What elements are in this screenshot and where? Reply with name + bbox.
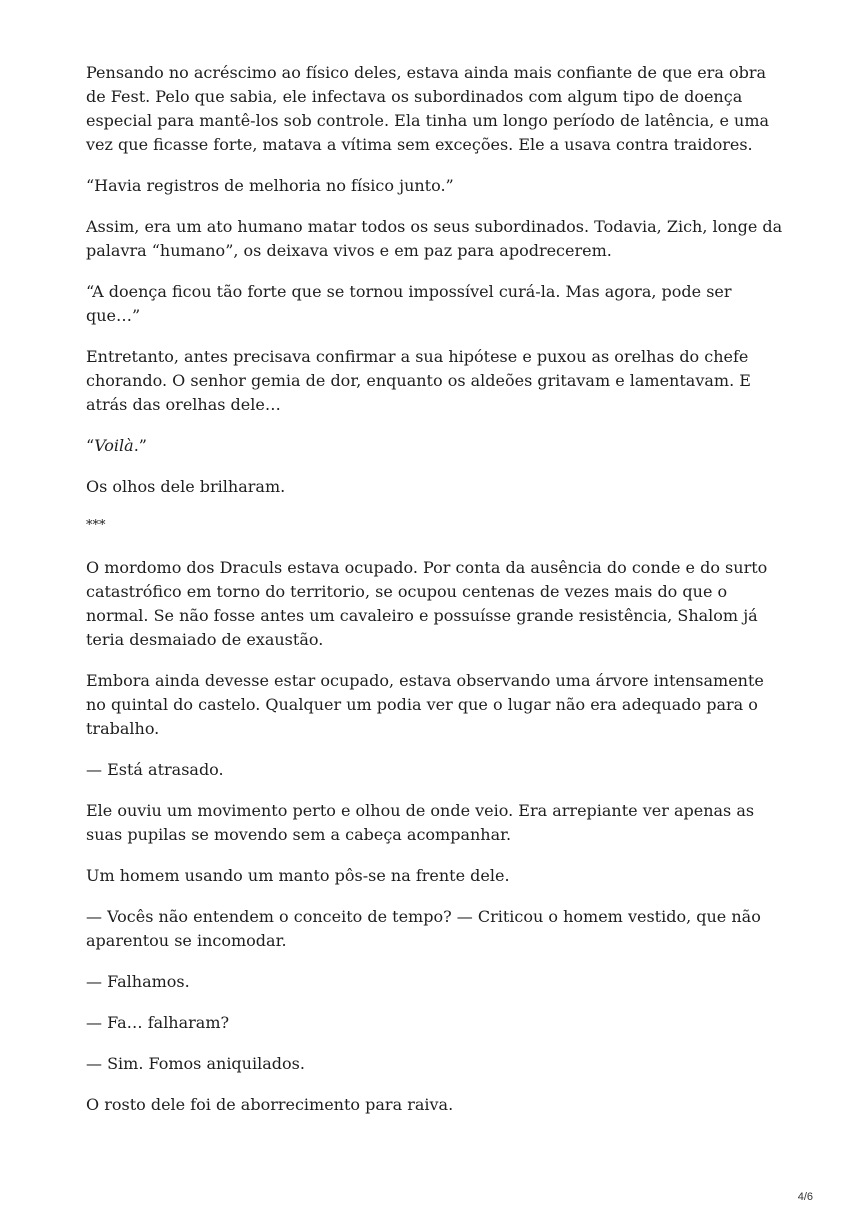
paragraph: Entretanto, antes precisava confirmar a sua hipótese e puxou as orelhas do chefe chorando. O senhor gemia de dor, enquanto os aldeões gritavam e lamentavam. E atrás das orelhas dele… (86, 347, 751, 414)
paragraph: O mordomo dos Draculs estava ocupado. Por conta da ausência do conde e do surto catastrófico em torno do territorio, se ocupou centenas de vezes mais do que o normal. Se não fosse antes um cavaleiro e possuísse grande resistência, Shalom já teria desmaiado de exaustão. (86, 558, 768, 649)
paragraph: Um homem usando um manto pôs-se na frente dele. (86, 866, 510, 885)
paragraph: — Falhamos. (86, 972, 190, 991)
paragraph: Embora ainda devesse estar ocupado, estava observando uma árvore intensamente no quintal do castelo. Qualquer um podia ver que o lugar não era adequado para o trabalho. (86, 671, 764, 738)
paragraph: “A doença ficou tão forte que se tornou impossível curá-la. Mas agora, pode ser que…” (86, 282, 732, 325)
paragraph: Pensando no acréscimo ao físico deles, estava ainda mais confiante de que era obra de Fest. Pelo que sabia, ele infectava os subordinados com algum tipo de doença especial para mantê-los sob controle. Ela tinha um longo período de latência, e uma vez que ficasse forte, matava a vítima sem exceções. Ele a usava contra traidores. (86, 63, 770, 154)
paragraph: Assim, era um ato humano matar todos os seus subordinados. Todavia, Zich, longe da palavra “humano”, os deixava vivos e em paz para apodrecerem. (86, 217, 783, 260)
paragraph: “Havia registros de melhoria no físico junto.” (86, 176, 454, 195)
paragraph: Ele ouviu um movimento perto e olhou de onde veio. Era arrepiante ver apenas as suas pupilas se movendo sem a cabeça acompanhar. (86, 801, 755, 844)
voila-line (86, 434, 786, 458)
paragraph: Os olhos dele brilharam. (86, 477, 286, 496)
paragraph: — Sim. Fomos aniquilados. (86, 1054, 305, 1073)
paragraph: — Fa… falharam? (86, 1013, 230, 1032)
voila-word: Voilà (94, 436, 134, 455)
voila-open-quote: “ (86, 436, 95, 455)
paragraph: — Vocês não entendem o conceito de tempo? — Criticou o homem vestido, que não aparentou se incomodar. (86, 907, 761, 950)
paragraph: O rosto dele foi de aborrecimento para raiva. (86, 1095, 454, 1114)
page-number: 4/6 (797, 1191, 813, 1203)
voila-close: .” (133, 436, 147, 455)
document-body (86, 61, 786, 1134)
scene-separator: *** (86, 518, 106, 533)
paragraph: — Está atrasado. (86, 760, 224, 779)
